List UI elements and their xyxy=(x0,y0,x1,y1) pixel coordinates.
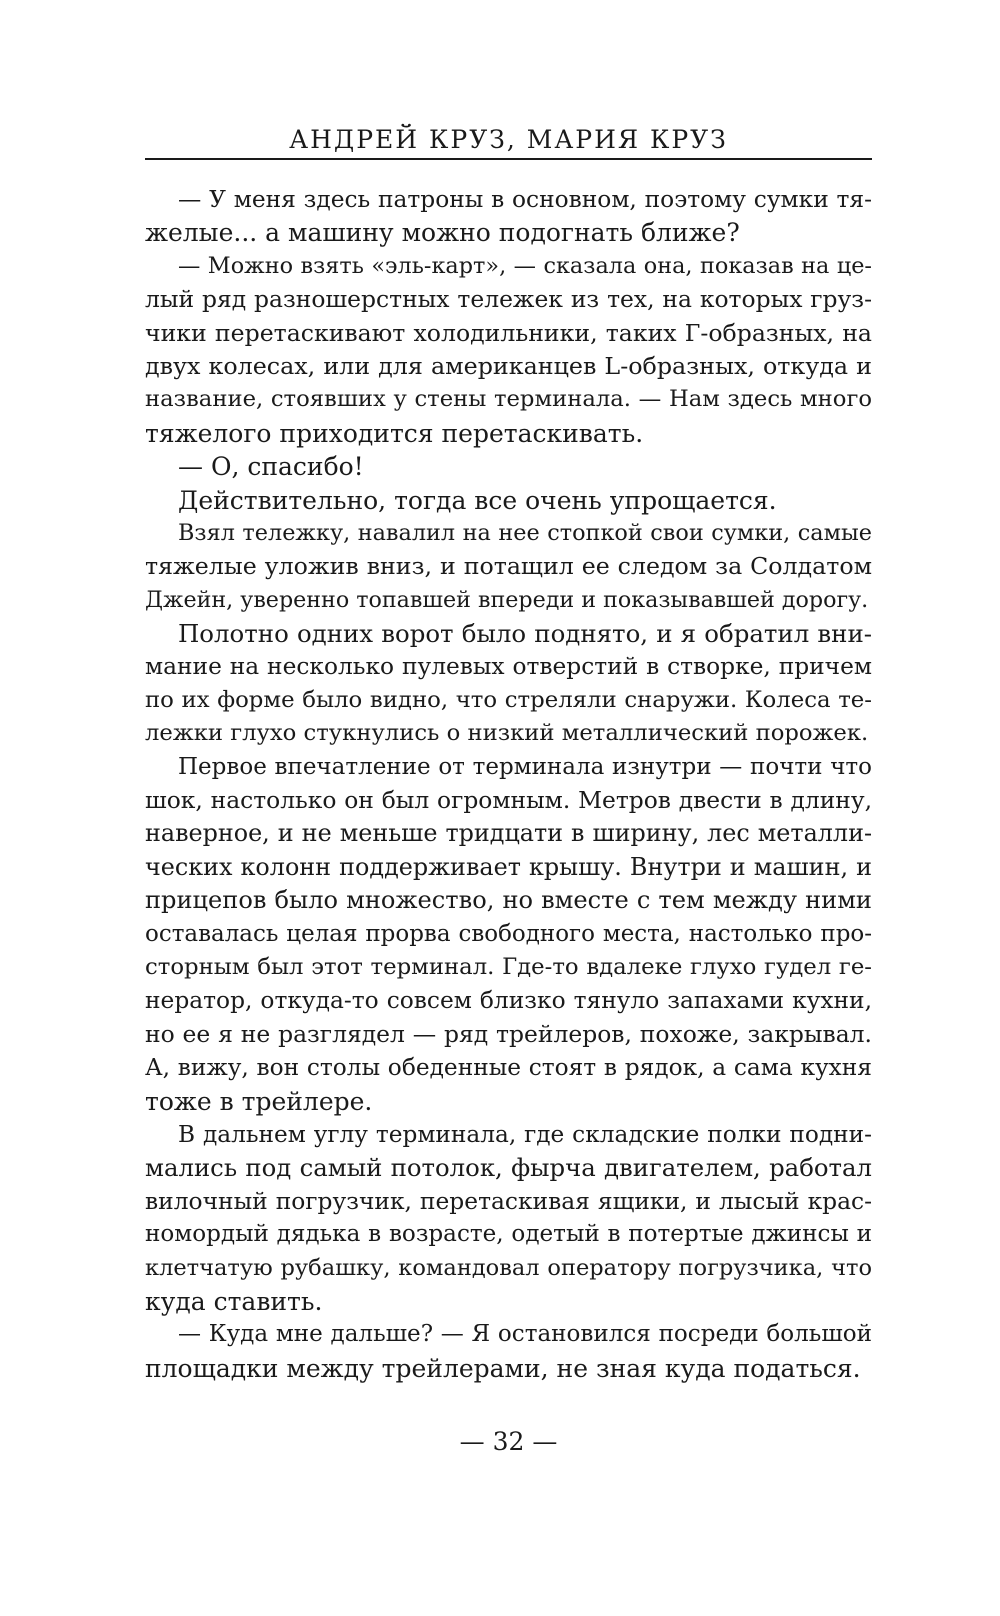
text-line: куда ставить. xyxy=(145,1286,323,1316)
text-line: лежки глухо стукнулись о низкий металлический порожек. xyxy=(145,720,869,747)
text-line: но ее я не разглядел — ряд трейлеров, похоже, закрывал. xyxy=(145,1019,872,1048)
text-line: А, вижу, вон столы обеденные стоят в рядок, а сама кухня xyxy=(145,1054,872,1082)
text-line: по их форме было видно, что стреляли снаружи. Колеса те- xyxy=(145,686,872,713)
text-line: Полотно одних ворот было поднято, и я обратил вни- xyxy=(178,619,872,649)
text-line: — У меня здесь патроны в основном, поэтому сумки тя- xyxy=(178,186,872,213)
text-line: — Можно взять «эль-карт», — сказала она, показав на це- xyxy=(178,252,872,279)
text-line: клетчатую рубашку, командовал оператору погрузчика, что xyxy=(145,1254,872,1281)
text-line: — О, спасибо! xyxy=(178,452,364,482)
text-line: наверное, и не меньше тридцати в ширину, лес металли- xyxy=(145,819,872,848)
text-line: чики перетаскивают холодильники, таких Г-образных, на xyxy=(145,318,872,347)
text-line: Действительно, тогда все очень упрощается. xyxy=(178,485,777,515)
text-line: номордый дядька в возрасте, одетый в потертые джинсы и xyxy=(145,1221,872,1248)
header-rule xyxy=(145,158,872,160)
page-number: — 32 — xyxy=(459,1427,558,1456)
text-line: ческих колонн поддерживает крышу. Внутри и машин, и xyxy=(145,852,872,881)
text-line: В дальнем углу терминала, где складские полки подни- xyxy=(178,1120,872,1148)
text-line: оставалась целая прорва свободного места, настолько про- xyxy=(145,920,872,947)
text-line: прицепов было множество, но вместе с тем между ними xyxy=(145,886,872,915)
text-line: тяжелые уложив вниз, и потащил ее следом за Солдатом xyxy=(145,552,872,581)
text-line: — Куда мне дальше? — Я остановился посреди большой xyxy=(178,1321,872,1348)
text-line: Первое впечатление от терминала изнутри — почти что xyxy=(178,753,872,780)
text-line: желые... а машину можно подогнать ближе? xyxy=(145,218,740,248)
text-line: двух колесах, или для американцев L-образных, откуда и xyxy=(145,351,872,380)
text-line: мались под самый потолок, фырча двигателем, работал xyxy=(145,1153,872,1183)
text-line: название, стоявших у стены терминала. — Нам здесь много xyxy=(145,386,872,413)
text-line: Джейн, уверенно топавшей впереди и показывавшей дорогу. xyxy=(145,586,869,613)
text-line: площадки между трейлерами, не зная куда податься. xyxy=(145,1353,861,1383)
body-text xyxy=(145,183,872,1385)
text-line: тоже в трейлере. xyxy=(145,1086,373,1116)
text-line: лый ряд разношерстных тележек из тех, на которых груз- xyxy=(145,285,872,314)
text-line: тяжелого приходится перетаскивать. xyxy=(145,418,644,448)
text-line: мание на несколько пулевых отверстий в створке, причем xyxy=(145,653,872,681)
text-line: Взял тележку, навалил на нее стопкой свои сумки, самые xyxy=(178,519,872,546)
text-line: шок, настолько он был огромным. Метров двести в длину, xyxy=(145,786,872,815)
text-line: вилочный погрузчик, перетаскивая ящики, и лысый крас- xyxy=(145,1186,872,1215)
text-line: нератор, откуда-то совсем близко тянуло запахами кухни, xyxy=(145,987,872,1015)
running-head: АНДРЕЙ КРУЗ, МАРИЯ КРУЗ xyxy=(289,125,728,154)
text-line: сторным был этот терминал. Где-то вдалеке глухо гудел ге- xyxy=(145,953,872,980)
